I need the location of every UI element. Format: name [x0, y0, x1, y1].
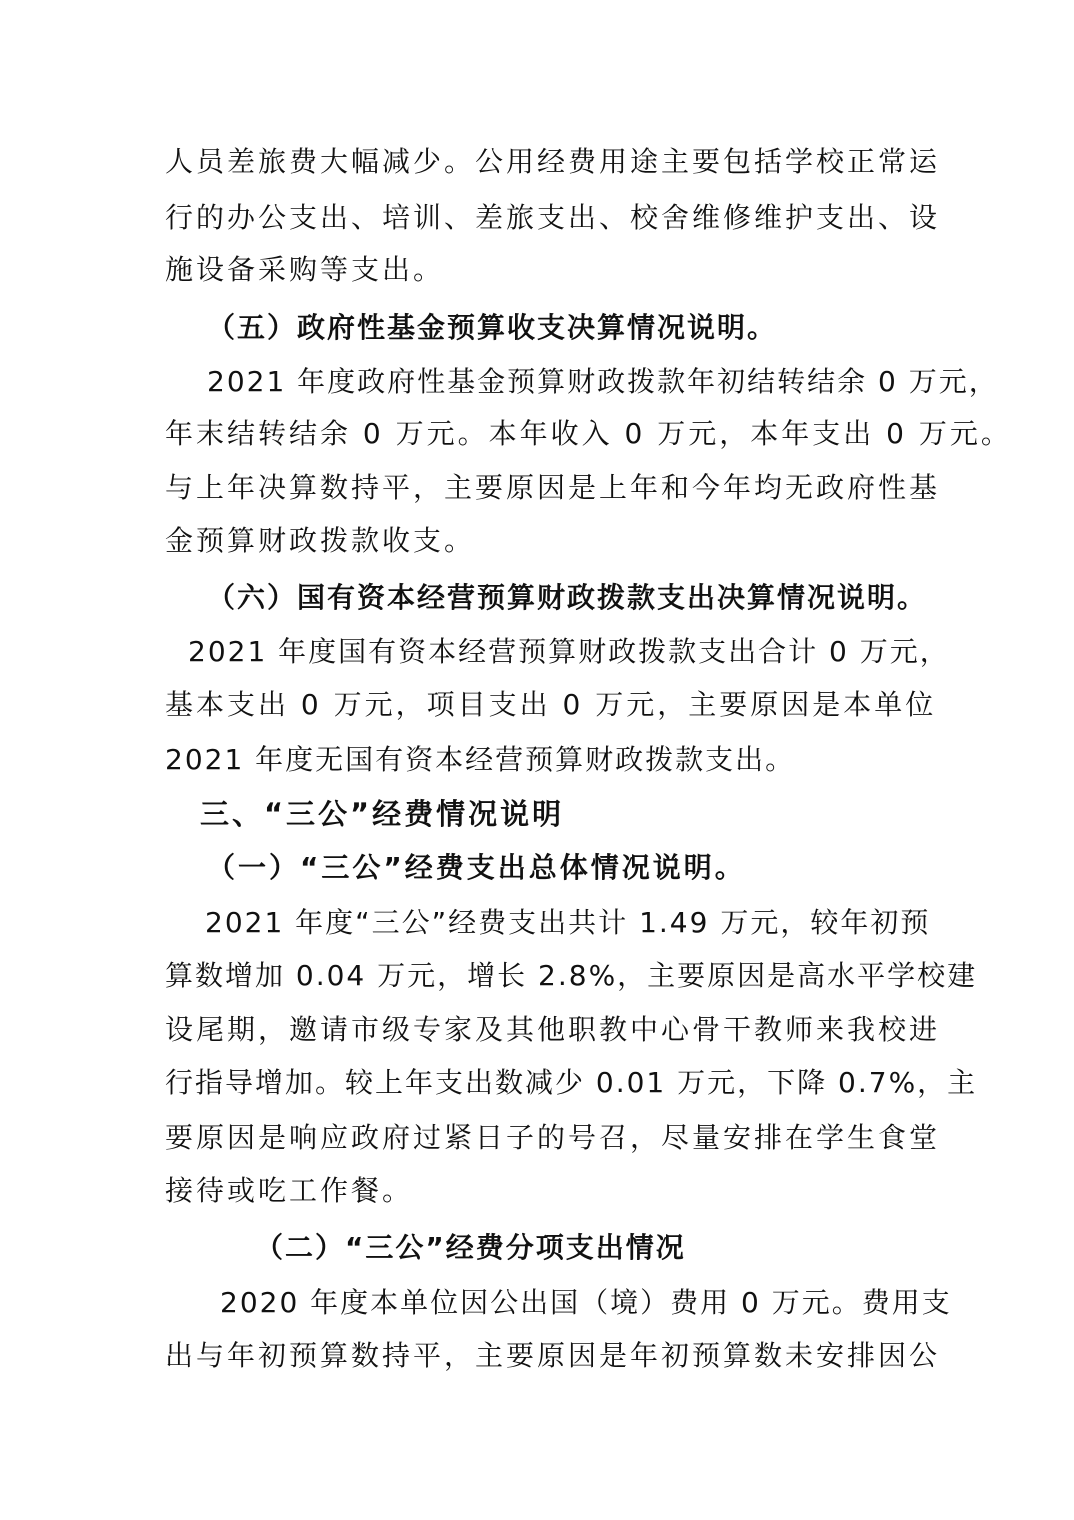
chapter-heading-three: 三、“三公”经费情况说明 — [200, 797, 565, 831]
paragraph-line: 行指导增加。较上年支出数减少 0.01 万元，下降 0.7%，主 — [165, 1066, 978, 1099]
paragraph-line: 接待或吃工作餐。 — [165, 1174, 414, 1207]
section-heading-1: （一）“三公”经费支出总体情况说明。 — [207, 851, 746, 884]
paragraph-line: 2021 年度无国有资本经营预算财政拨款支出。 — [165, 743, 796, 776]
paragraph-line: 2021 年度国有资本经营预算财政拨款支出合计 0 万元， — [188, 635, 950, 668]
paragraph-line: 2021 年度“三公”经费支出共计 1.49 万元，较年初预 — [205, 906, 931, 939]
paragraph-line: 2021 年度政府性基金预算财政拨款年初结转结余 0 万元， — [207, 365, 999, 398]
paragraph-line: 要原因是响应政府过紧日子的号召，尽量安排在学生食堂 — [165, 1121, 941, 1154]
paragraph-line: 金预算财政拨款收支。 — [165, 524, 476, 557]
paragraph-line: 施设备采购等支出。 — [165, 253, 445, 286]
paragraph-line: 人员差旅费大幅减少。公用经费用途主要包括学校正常运 — [165, 145, 941, 178]
paragraph-line: 设尾期，邀请市级专家及其他职教中心骨干教师来我校进 — [165, 1013, 941, 1046]
section-heading-6: （六）国有资本经营预算财政拨款支出决算情况说明。 — [207, 581, 928, 614]
paragraph-line: 出与年初预算数持平，主要原因是年初预算数未安排因公 — [165, 1339, 941, 1372]
section-heading-5: （五）政府性基金预算收支决算情况说明。 — [207, 311, 778, 344]
paragraph-line: 2020 年度本单位因公出国（境）费用 0 万元。费用支 — [220, 1286, 952, 1319]
paragraph-line: 算数增加 0.04 万元，增长 2.8%，主要原因是高水平学校建 — [165, 959, 978, 992]
paragraph-line: 与上年决算数持平，主要原因是上年和今年均无政府性基 — [165, 471, 941, 504]
paragraph-line: 基本支出 0 万元，项目支出 0 万元，主要原因是本单位 — [165, 688, 937, 721]
paragraph-line: 行的办公支出、培训、差旅支出、校舍维修维护支出、设 — [165, 201, 941, 234]
paragraph-line: 年末结转结余 0 万元。本年收入 0 万元，本年支出 0 万元。 — [165, 417, 1012, 450]
section-heading-2: （二）“三公”经费分项支出情况 — [255, 1231, 686, 1264]
